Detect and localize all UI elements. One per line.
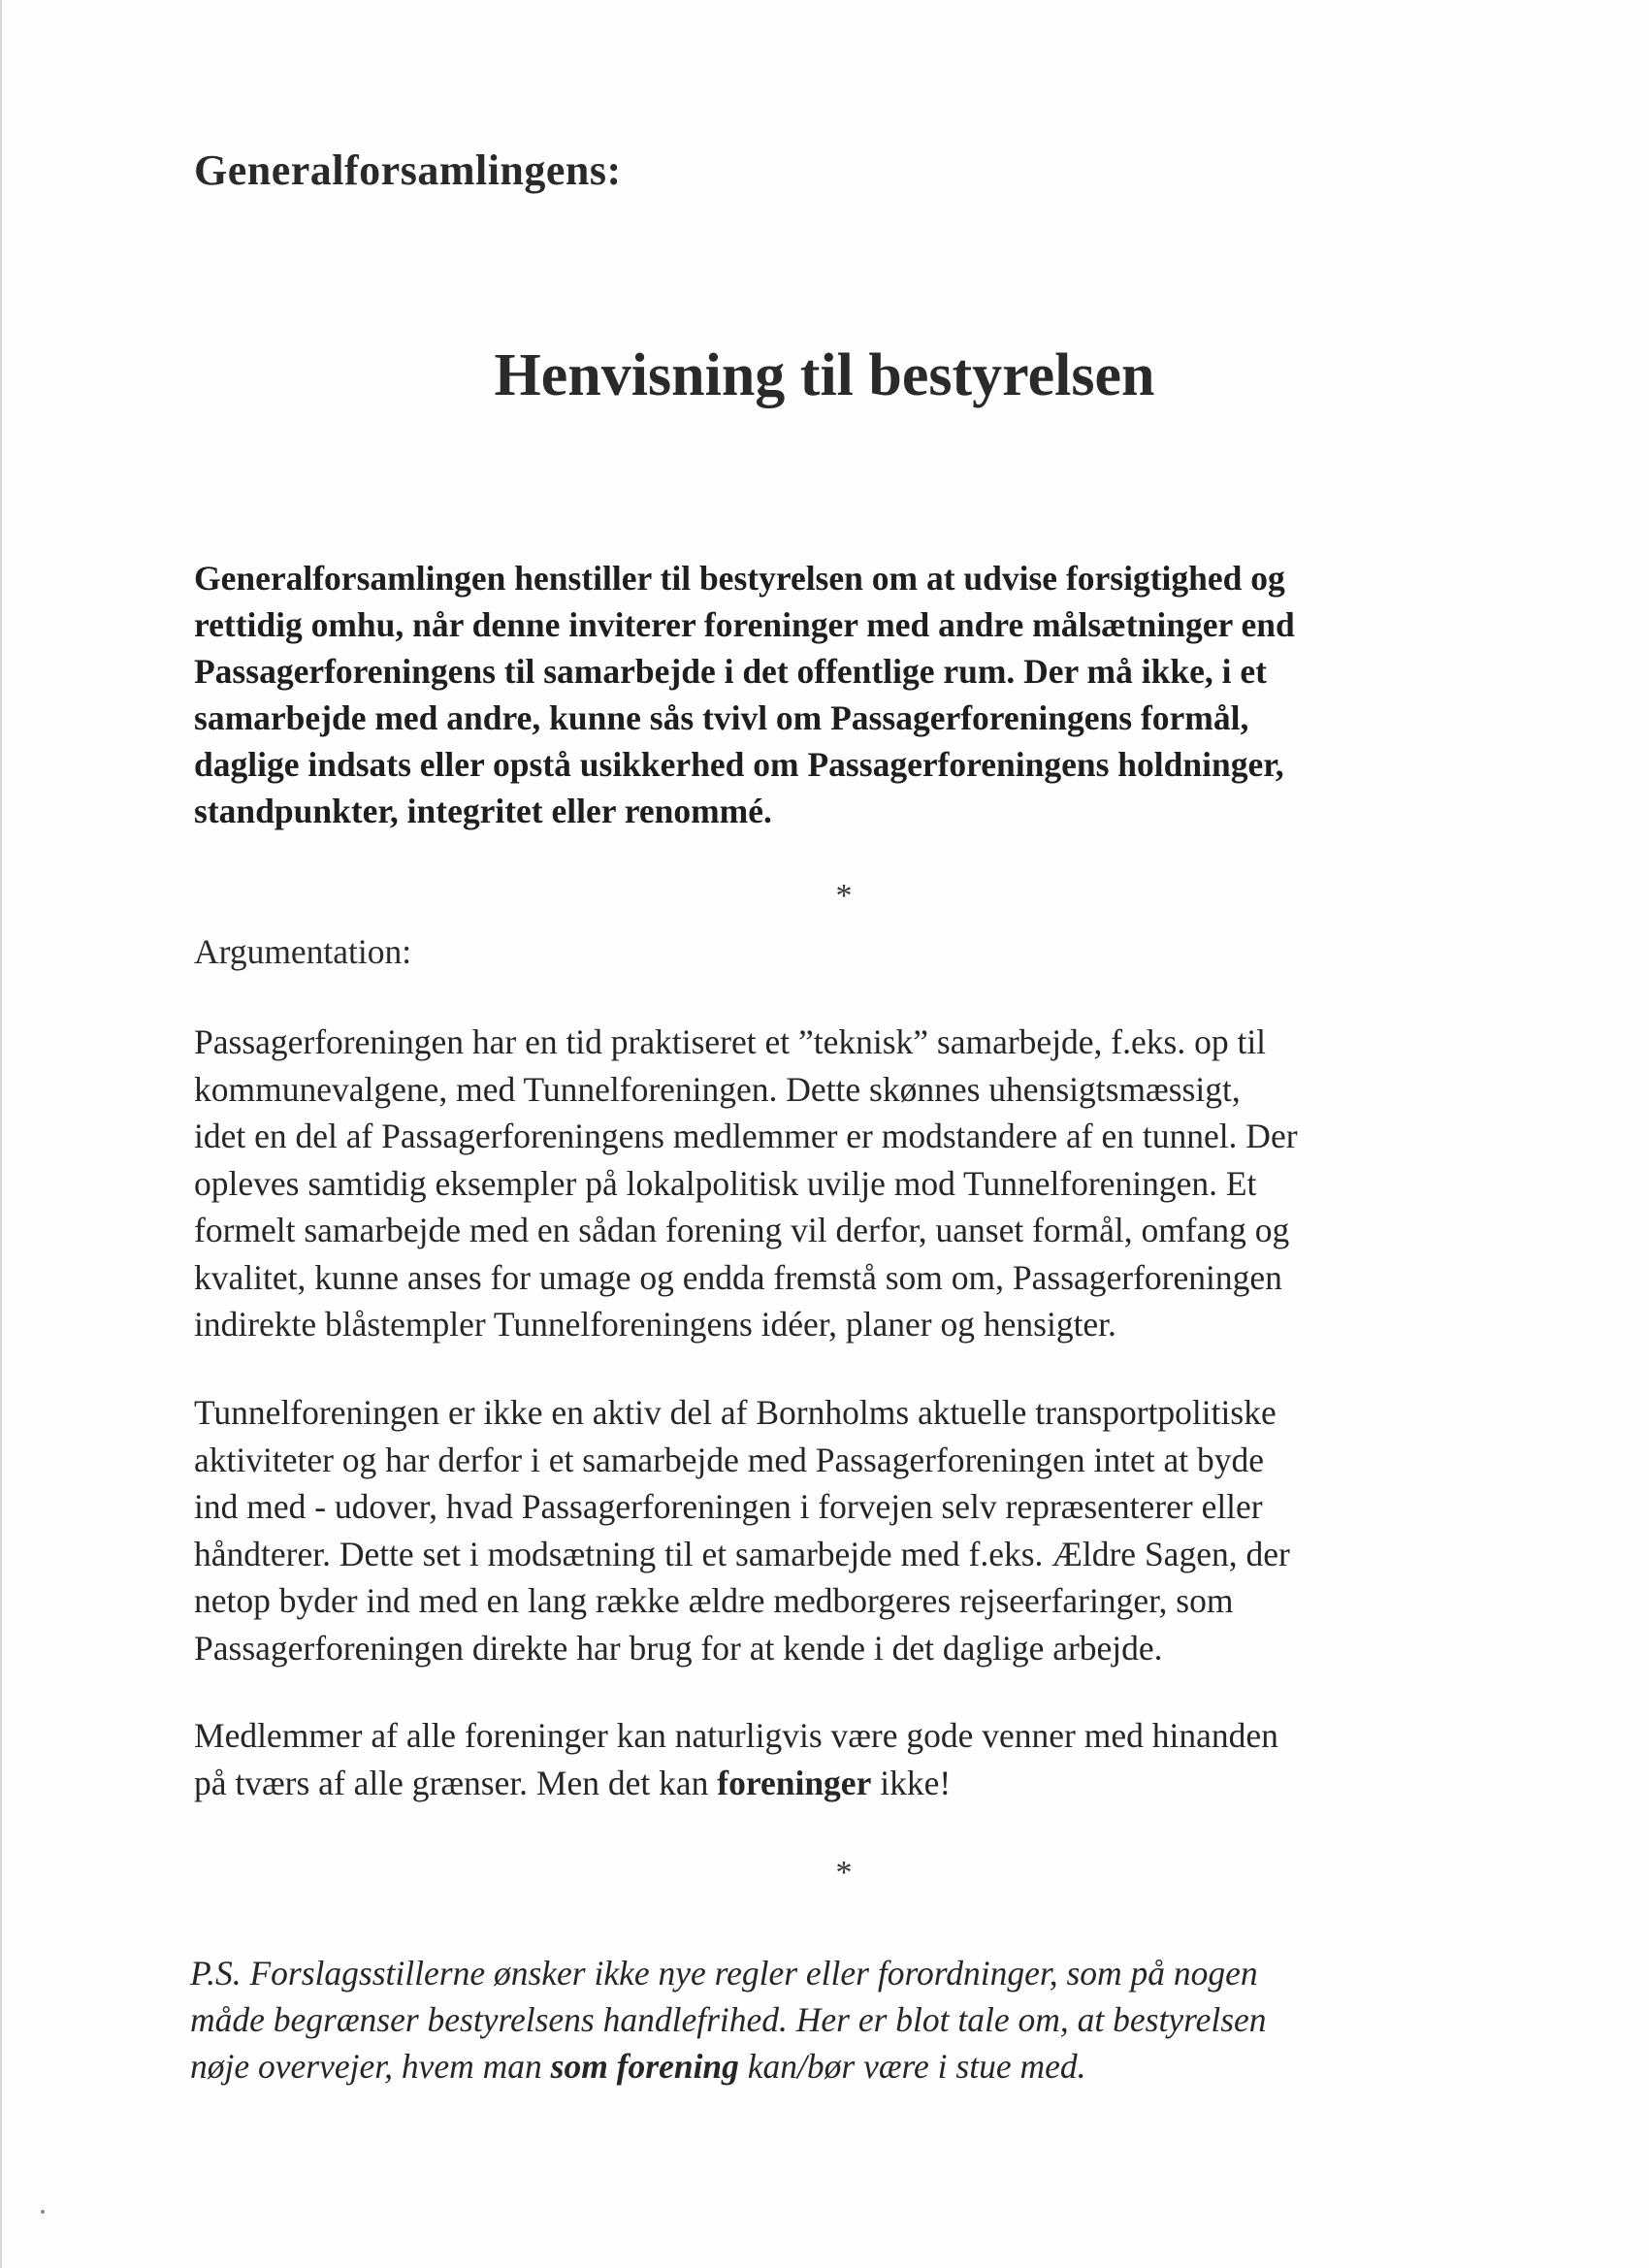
paragraph-line: kommunevalgene, med Tunnelforeningen. Dette skønnes uhensigtsmæssigt, <box>194 1069 1241 1109</box>
paragraph-text: ikke! <box>871 1763 952 1802</box>
paragraph-line: aktiviteter og har derfor i et samarbejde med Passagerforeningen intet at byde <box>194 1440 1265 1479</box>
scan-speck <box>41 2210 45 2214</box>
postscript-line: P.S. Forslagsstillerne ønsker ikke nye regler eller forordninger, som på nogen <box>190 1954 1258 1993</box>
postscript-text: nøje overvejer, hvem man <box>190 2047 551 2086</box>
section-separator: * <box>835 878 853 914</box>
paragraph-line: håndterer. Dette set i modsætning til et samarbejde med f.eks. Ældre Sagen, der <box>194 1534 1290 1573</box>
proposal-line: Passagerforeningens til samarbejde i det offentlige rum. Der må ikke, i et <box>194 652 1267 691</box>
proposal-line: standpunkter, integritet eller renommé. <box>194 792 772 830</box>
paragraph-line: ind med - udover, hvad Passagerforeningen i forvejen selv repræsenterer eller <box>194 1487 1263 1526</box>
postscript-line: måde begrænser bestyrelsens handlefrihed. Her er blot tale om, at bestyrelsen <box>190 2000 1267 2039</box>
paragraph-line: Passagerforeningen direkte har brug for at kende i det daglige arbejde. <box>194 1628 1163 1668</box>
postscript-line <box>190 2043 1509 2090</box>
postscript-text: kan/bør være i stue med. <box>738 2047 1086 2086</box>
paragraph-line: Passagerforeningen har en tid praktiseret et ”teknisk” samarbejde, f.eks. op til <box>194 1022 1267 1061</box>
section-separator: * <box>835 1855 853 1891</box>
postscript <box>190 1950 1509 2090</box>
document-title: Henvisning til bestyrelsen <box>494 342 1155 408</box>
paragraph-line: opleves samtidig eksempler på lokalpolitisk uvilje mod Tunnelforeningen. Et <box>194 1163 1257 1203</box>
proposal-line: Generalforsamlingen henstiller til bestyrelsen om at udvise forsigtighed og <box>194 559 1285 598</box>
argument-paragraph-2 <box>194 1389 1513 1671</box>
paragraph-text: på tværs af alle grænser. Men det kan <box>194 1763 718 1802</box>
paragraph-line: formelt samarbejde med en sådan forening vil derfor, uanset formål, omfang og <box>194 1211 1290 1249</box>
paragraph-line: kvalitet, kunne anses for umage og endda fremstå som om, Passagerforeningen <box>194 1257 1282 1297</box>
page-edge <box>0 0 2 2268</box>
paragraph-line: netop byder ind med en lang række ældre medborgeres rejseerfaringer, som <box>194 1581 1234 1620</box>
argument-paragraph-1 <box>194 1019 1513 1348</box>
proposal-line: rettidig omhu, når denne inviterer foreninger med andre målsætninger end <box>194 605 1295 644</box>
paragraph-line <box>194 1760 1513 1807</box>
emphasis-text: som forening <box>550 2047 739 2086</box>
proposal-line: samarbejde med andre, kunne sås tvivl om Passagerforeningens formål, <box>194 698 1249 737</box>
argument-label: Argumentation: <box>194 932 412 971</box>
paragraph-line: Tunnelforeningen er ikke en aktiv del af Bornholms aktuelle transportpolitiske <box>194 1393 1277 1432</box>
paragraph-line: Medlemmer af alle foreninger kan naturligvis være gode venner med hinanden <box>194 1716 1278 1755</box>
paragraph-line: idet en del af Passagerforeningens medlemmer er modstandere af en tunnel. Der <box>194 1117 1298 1155</box>
proposal-text <box>194 555 1494 834</box>
document-heading: Generalforsamlingens: <box>194 146 622 194</box>
proposal-line: daglige indsats eller opstå usikkerhed om Passagerforeningens holdninger, <box>194 745 1284 784</box>
paragraph-line: indirekte blåstempler Tunnelforeningens idéer, planer og hensigter. <box>194 1305 1116 1344</box>
emphasis-text: foreninger <box>717 1763 872 1802</box>
argument-paragraph-3 <box>194 1712 1513 1806</box>
